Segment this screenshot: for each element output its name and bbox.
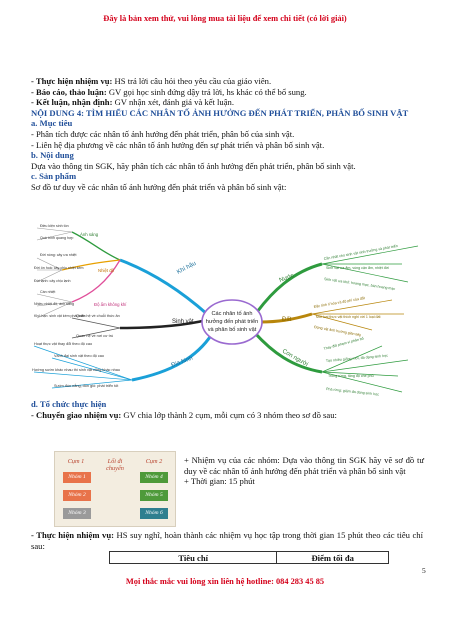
muc-tieu-line: - Phân tích được các nhân tố ảnh hưởng đến phát triển, phân bố của sinh vật.	[31, 128, 295, 139]
label: - Kết luận, nhận định:	[31, 97, 113, 108]
leaf-dat: Động vật ảnh hưởng gián tiếp	[313, 325, 362, 338]
leaf-sv: Quan hệ về nơi cư trú	[76, 334, 114, 338]
group-4: Nhóm 4	[140, 472, 168, 483]
branch-nuoc: Nước	[278, 273, 296, 284]
leaf-dat: Mỗi loại thực vật thích nghi với 1 loại đất	[316, 315, 381, 319]
text: HS suy nghĩ, hoàn thành các nhiệm vụ học tập trong thời gian 15 phút theo các tiêu chí sau:	[31, 530, 423, 551]
leaf-cn: Tạo nhiều giống mới, đa dạng sinh học	[325, 353, 389, 363]
center-line: Các nhân tố ảnh	[211, 311, 253, 317]
mindmap-center	[202, 300, 262, 344]
branch-khi-hau-line	[120, 260, 207, 314]
mindmap	[32, 222, 420, 398]
leaf-cn: Thay đổi phạm vi phân bố	[323, 336, 365, 351]
leaf-kh: Đới ôn hoà: cây chịu nhiệt kém	[34, 266, 84, 270]
cluster-2-label: Cụm 2	[145, 458, 163, 465]
noi-dung-text: Dựa vào thông tin SGK, hãy phân tích các nhân tố ảnh hưởng đến phát triển, phân bố sinh vật.	[31, 160, 356, 171]
text: GV chia lớp thành 2 cụm, mỗi cụm có 3 nhóm theo sơ đồ sau:	[121, 409, 337, 420]
leaf-dat: Đặc tính lí hóa và độ phì của đất	[313, 296, 366, 309]
col-max-score: Điểm tối đa	[277, 552, 389, 564]
line-bao-cao	[31, 87, 423, 98]
leaf-nuoc: Cần nhất cho sinh vật sinh trưởng và phát triển	[323, 244, 399, 261]
leaf-line	[34, 346, 132, 380]
thuc-hien-line	[31, 530, 423, 551]
task-description	[184, 455, 424, 487]
table-header-row	[110, 552, 389, 564]
top-content	[31, 76, 423, 193]
chuyen-giao-line	[31, 410, 423, 421]
sub-do-am: Độ ẩm không khí	[94, 302, 127, 307]
page-number: 5	[422, 566, 426, 575]
leaf-kh: Đới nóng: cây ưa nhiệt	[40, 253, 77, 257]
line-ket-luan	[31, 97, 423, 108]
branch-nuoc-line	[257, 264, 322, 312]
thuc-hien-section	[31, 530, 423, 551]
text: GV nhận xét, đánh giá và kết luận.	[112, 97, 234, 108]
group-diagram	[54, 451, 176, 527]
leaf-kh: Quá trình quang hợp	[40, 236, 74, 240]
leaf-line	[37, 228, 72, 232]
group-2: Nhóm 2	[63, 490, 91, 501]
leaf-kh: Cần nhiệt	[40, 290, 56, 294]
leaf-sv: Quan hệ về chuỗi thức ăn	[76, 314, 120, 318]
san-pham-text: Sơ đồ tư duy về các nhân tố ảnh hưởng đến phát triển và phân bố sinh vật:	[31, 181, 287, 192]
leaf-line	[72, 318, 120, 328]
group-3: Nhóm 3	[63, 508, 91, 519]
col-criteria: Tiêu chí	[110, 552, 277, 564]
leaf-kh: Điều kiện sinh tồn	[40, 224, 69, 228]
cluster-1-label: Cụm 1	[67, 458, 85, 465]
leaf-kh: Khô hạn: sinh vật kém phát triển	[34, 314, 86, 318]
label: - Chuyển giao nhiệm vụ:	[31, 409, 122, 420]
organization-section	[31, 399, 423, 420]
label: - Thực hiện nhiệm vụ:	[31, 76, 113, 86]
leaf-kh: Đới lạnh: cây chịu lạnh	[34, 279, 71, 283]
group-6: Nhóm 6	[140, 508, 168, 519]
branch-dia-hinh-line	[132, 334, 212, 380]
text: GV gọi học sinh đứng dậy trả lời, hs khác có thể bổ sung.	[106, 86, 307, 97]
leaf-dh: Vành đai sinh vật theo độ cao	[54, 354, 105, 358]
leaf-line	[37, 294, 72, 302]
leaf-dh: Sườn đón nắng, đón gió: phát triển tốt	[54, 384, 119, 388]
aisle-line: Lối đi	[107, 458, 123, 465]
group-5: Nhóm 5	[140, 490, 168, 501]
leaf-cn: Phá rừng: giảm đa dạng sinh học	[325, 387, 380, 397]
leaf-nuoc: Sinh vật ưa khô: hoang mạc, bán hoang mạc	[323, 277, 396, 291]
branch-dia-hinh: Địa hình	[170, 355, 194, 369]
task-line: + Nhiệm vụ của các nhóm: Dựa vào thông tin SGK hãy vẽ sơ đồ tư duy về các nhân tố ảnh hưởng đến phát triển và phân bố sinh vật	[184, 455, 424, 476]
san-pham-title: c. Sản phẩm	[31, 171, 77, 182]
muc-tieu-title: a. Mục tiêu	[31, 118, 73, 129]
leaf-kh: Nhiều nhiệt độ, ánh sáng	[34, 302, 74, 306]
group-1: Nhóm 1	[63, 472, 91, 483]
sub-nhiet-do: Nhiệt độ	[98, 268, 115, 273]
branch-sinh-vat: Sinh vật	[172, 319, 194, 325]
center-line: hưởng đến phát triển	[205, 319, 259, 325]
text: HS trả lời câu hỏi theo yêu cầu của giáo viên.	[112, 76, 272, 86]
muc-tieu-line: - Liên hệ địa phương về các nhân tố ảnh hưởng đến sự phát triển và phân bố sinh vật.	[31, 139, 325, 150]
branch-dat: Đất	[282, 317, 292, 323]
leaf-dh: Hướng sườn khác nhau thì sinh vật cũng khác nhau	[32, 368, 120, 372]
branch-con-nguoi: Con người	[281, 348, 309, 369]
to-chuc-title: d. Tổ chức thực hiện	[31, 399, 107, 409]
line-thuc-hien	[31, 76, 423, 87]
task-line: + Thời gian: 15 phút	[184, 476, 255, 487]
leaf-dh: Hoạt thực vật thay đổi theo độ cao	[34, 342, 93, 346]
label: - Báo cáo, thảo luận:	[31, 86, 107, 97]
header-banner: Đây là bản xem thử, vui lòng mua tài liệu để xem chi tiết (có lời giải)	[103, 14, 347, 23]
center-line: và phân bố sinh vật	[207, 327, 257, 333]
aisle-line: chuyển	[106, 465, 124, 472]
criteria-table	[109, 551, 389, 564]
branch-sinh-vat-line	[120, 320, 207, 328]
aisle-label	[98, 458, 132, 472]
noi-dung-title: b. Nội dung	[31, 150, 74, 161]
leaf-nuoc: Sinh vật ưa ẩm, vùng cận ẩm, nhiệt đới	[326, 266, 389, 270]
sub-anh-sang: Ánh sáng	[80, 232, 99, 237]
section-heading: NỘI DUNG 4: TÌM HIỂU CÁC NHÂN TỐ ẢNH HƯỞNG ĐẾN PHÁT TRIỂN, PHÂN BỐ SINH VẬT	[31, 107, 409, 118]
label: - Thực hiện nhiệm vụ:	[31, 530, 114, 540]
footer-banner: Mọi thắc mắc vui lòng xin liên hệ hotline: 084 283 45 85	[125, 577, 325, 586]
leaf-cn: Trồng rừng, tăng độ che phủ	[328, 374, 374, 378]
branch-khi-hau: Khí hậu	[176, 260, 198, 276]
